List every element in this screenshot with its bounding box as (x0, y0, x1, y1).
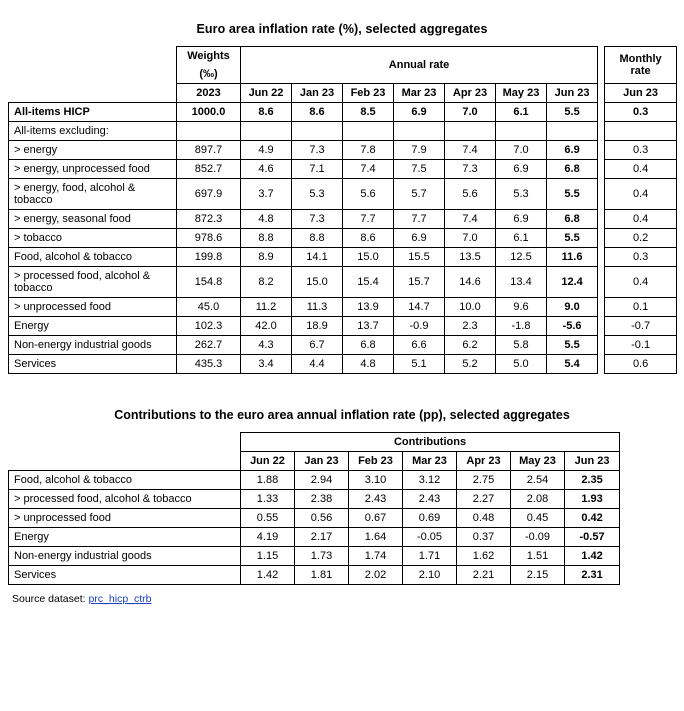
row-value: 42.0 (241, 317, 292, 336)
row-value: 1.33 (241, 490, 295, 509)
row-label: Energy (9, 317, 177, 336)
row-value: 0.56 (295, 509, 349, 528)
row-value: 9.6 (496, 298, 547, 317)
header-period-5: May 23 (496, 84, 547, 103)
page (0, 22, 684, 605)
source-label: Source dataset: (12, 593, 86, 605)
row-value: 13.5 (445, 248, 496, 267)
row-value: 11.3 (292, 298, 343, 317)
row-value: 0.45 (511, 509, 565, 528)
row-label: > energy, seasonal food (9, 210, 177, 229)
header-monthly-rate: Monthly rate (605, 47, 677, 84)
row-value: -5.6 (547, 317, 598, 336)
row-value: 12.5 (496, 248, 547, 267)
row-label: > unprocessed food (9, 509, 241, 528)
table-row (9, 471, 620, 490)
row-value: 15.7 (394, 267, 445, 298)
row-weight: 697.9 (177, 179, 241, 210)
row-monthly: 0.1 (605, 298, 677, 317)
row-value: 1.62 (457, 547, 511, 566)
header-period-1: Jan 23 (295, 452, 349, 471)
row-value: 10.0 (445, 298, 496, 317)
row-value: 6.9 (496, 210, 547, 229)
row-value: 15.5 (394, 248, 445, 267)
table-header-row-1 (9, 47, 677, 66)
row-value: 2.43 (349, 490, 403, 509)
row-value: -0.05 (403, 528, 457, 547)
row-monthly: 0.3 (605, 248, 677, 267)
row-value: 4.8 (241, 210, 292, 229)
header-blank-cell (9, 47, 177, 84)
header-monthly-period: Jun 23 (605, 84, 677, 103)
row-value: 2.17 (295, 528, 349, 547)
row-value: 5.5 (547, 229, 598, 248)
row-value: 6.8 (547, 160, 598, 179)
table-row (9, 509, 620, 528)
row-value: 13.7 (343, 317, 394, 336)
table-row (9, 490, 620, 509)
row-value: 7.0 (445, 103, 496, 122)
header-period-3: Mar 23 (394, 84, 445, 103)
row-value: 2.38 (295, 490, 349, 509)
table-row (9, 179, 677, 210)
row-value: 1.71 (403, 547, 457, 566)
row-value (496, 122, 547, 141)
row-value: 5.5 (547, 336, 598, 355)
row-monthly: 0.4 (605, 179, 677, 210)
row-value: 6.2 (445, 336, 496, 355)
row-label: Food, alcohol & tobacco (9, 471, 241, 490)
row-gap (598, 298, 605, 317)
row-value: 7.4 (445, 141, 496, 160)
row-label: Food, alcohol & tobacco (9, 248, 177, 267)
row-value: 7.1 (292, 160, 343, 179)
row-value: 1.88 (241, 471, 295, 490)
row-value: 6.1 (496, 103, 547, 122)
header-period-4: Apr 23 (457, 452, 511, 471)
row-weight: 852.7 (177, 160, 241, 179)
row-label: Energy (9, 528, 241, 547)
table-row (9, 103, 677, 122)
row-value: 7.0 (445, 229, 496, 248)
row-value: 6.8 (343, 336, 394, 355)
row-label: > tobacco (9, 229, 177, 248)
row-gap (598, 122, 605, 141)
row-value: 5.3 (292, 179, 343, 210)
row-weight: 45.0 (177, 298, 241, 317)
row-value: 8.9 (241, 248, 292, 267)
row-value: 4.3 (241, 336, 292, 355)
row-monthly (605, 122, 677, 141)
row-value: 1.81 (295, 566, 349, 585)
row-value: 6.7 (292, 336, 343, 355)
table-row (9, 160, 677, 179)
row-value: 7.9 (394, 141, 445, 160)
row-value: 0.55 (241, 509, 295, 528)
source-dataset-link[interactable]: prc_hicp_ctrb (88, 593, 152, 605)
row-monthly: 0.4 (605, 160, 677, 179)
table-row (9, 336, 677, 355)
row-value: 3.12 (403, 471, 457, 490)
row-gap (598, 248, 605, 267)
row-value: 8.6 (292, 103, 343, 122)
header-annual-rate: Annual rate (241, 47, 598, 84)
header-weights-unit: (‰) (177, 65, 241, 84)
row-value: 7.3 (445, 160, 496, 179)
row-value: 1.15 (241, 547, 295, 566)
header-blank-cell-3 (9, 433, 241, 452)
table1-title: Euro area inflation rate (%), selected aggregates (196, 22, 488, 36)
row-value: 2.54 (511, 471, 565, 490)
row-value: 5.8 (496, 336, 547, 355)
row-gap (598, 179, 605, 210)
row-value (445, 122, 496, 141)
row-gap (598, 317, 605, 336)
row-label: > processed food, alcohol & tobacco (9, 267, 177, 298)
row-value: 11.6 (547, 248, 598, 267)
row-value: 4.8 (343, 355, 394, 374)
row-value: 15.0 (292, 267, 343, 298)
row-weight: 154.8 (177, 267, 241, 298)
row-weight: 978.6 (177, 229, 241, 248)
section-spacer (8, 374, 676, 408)
row-value: 2.08 (511, 490, 565, 509)
table-header-row-3 (9, 84, 677, 103)
row-monthly: 0.2 (605, 229, 677, 248)
table-row (9, 141, 677, 160)
row-value: 5.5 (547, 103, 598, 122)
row-weight: 897.7 (177, 141, 241, 160)
row-value: 8.5 (343, 103, 394, 122)
row-value: 5.5 (547, 179, 598, 210)
row-label: > energy, food, alcohol & tobacco (9, 179, 177, 210)
row-value: 2.15 (511, 566, 565, 585)
row-value: 0.67 (349, 509, 403, 528)
header-weights: Weights (177, 47, 241, 66)
row-value: -0.57 (565, 528, 620, 547)
row-value: 5.3 (496, 179, 547, 210)
row-label: Services (9, 566, 241, 585)
row-value: 2.27 (457, 490, 511, 509)
row-gap (598, 229, 605, 248)
row-value: 0.37 (457, 528, 511, 547)
row-gap (598, 336, 605, 355)
row-value (394, 122, 445, 141)
row-value: 1.42 (565, 547, 620, 566)
row-value: 7.0 (496, 141, 547, 160)
row-value: 6.6 (394, 336, 445, 355)
row-value: 2.3 (445, 317, 496, 336)
row-value: 3.10 (349, 471, 403, 490)
row-weight: 102.3 (177, 317, 241, 336)
row-value: 1.93 (565, 490, 620, 509)
header-period-2: Feb 23 (343, 84, 394, 103)
row-label: > unprocessed food (9, 298, 177, 317)
header-period-4: Apr 23 (445, 84, 496, 103)
row-monthly: 0.3 (605, 141, 677, 160)
table-row (9, 566, 620, 585)
row-label: Non-energy industrial goods (9, 336, 177, 355)
row-value: 2.21 (457, 566, 511, 585)
row-value: 14.6 (445, 267, 496, 298)
row-value: 6.8 (547, 210, 598, 229)
row-weight: 1000.0 (177, 103, 241, 122)
row-value: 13.9 (343, 298, 394, 317)
row-value: 6.9 (394, 229, 445, 248)
row-gap (598, 103, 605, 122)
row-weight: 199.8 (177, 248, 241, 267)
row-value: 7.4 (343, 160, 394, 179)
row-value: 6.9 (547, 141, 598, 160)
row-value: 8.8 (292, 229, 343, 248)
row-weight (177, 122, 241, 141)
row-monthly: -0.1 (605, 336, 677, 355)
row-value: 3.7 (241, 179, 292, 210)
header-period-6: Jun 23 (547, 84, 598, 103)
row-value: 15.0 (343, 248, 394, 267)
row-gap (598, 355, 605, 374)
row-value: 5.6 (445, 179, 496, 210)
row-value: 5.6 (343, 179, 394, 210)
row-value: 2.31 (565, 566, 620, 585)
row-value: 2.94 (295, 471, 349, 490)
row-monthly: 0.3 (605, 103, 677, 122)
row-value: 5.0 (496, 355, 547, 374)
row-monthly: 0.4 (605, 267, 677, 298)
header-period-2: Feb 23 (349, 452, 403, 471)
source-note (8, 593, 676, 605)
row-value: 6.9 (394, 103, 445, 122)
row-value: 18.9 (292, 317, 343, 336)
table2-title: Contributions to the euro area annual inflation rate (pp), selected aggregates (114, 408, 570, 422)
row-value: 4.9 (241, 141, 292, 160)
table-row (9, 528, 620, 547)
row-monthly: -0.7 (605, 317, 677, 336)
header-period-0: Jun 22 (241, 452, 295, 471)
row-value: 8.8 (241, 229, 292, 248)
row-value: 2.35 (565, 471, 620, 490)
row-monthly: 0.4 (605, 210, 677, 229)
table-row (9, 210, 677, 229)
row-value: -0.9 (394, 317, 445, 336)
row-weight: 262.7 (177, 336, 241, 355)
row-value: 0.69 (403, 509, 457, 528)
row-value: 1.51 (511, 547, 565, 566)
row-value: 1.73 (295, 547, 349, 566)
row-value: 2.43 (403, 490, 457, 509)
table-row (9, 298, 677, 317)
row-gap (598, 141, 605, 160)
row-value: -1.8 (496, 317, 547, 336)
row-value: 7.7 (343, 210, 394, 229)
row-label: All-items excluding: (9, 122, 177, 141)
row-value: 13.4 (496, 267, 547, 298)
row-value (547, 122, 598, 141)
table2-wrapper (8, 432, 619, 585)
table-row (9, 547, 620, 566)
header-period-6: Jun 23 (565, 452, 620, 471)
row-value (241, 122, 292, 141)
row-value: 11.2 (241, 298, 292, 317)
row-value: 4.4 (292, 355, 343, 374)
row-value: 6.1 (496, 229, 547, 248)
row-value: 8.2 (241, 267, 292, 298)
row-value: 0.42 (565, 509, 620, 528)
row-value: 14.1 (292, 248, 343, 267)
header-period-0: Jun 22 (241, 84, 292, 103)
row-value: 9.0 (547, 298, 598, 317)
row-value: 2.02 (349, 566, 403, 585)
row-gap (598, 267, 605, 298)
row-value: 7.5 (394, 160, 445, 179)
row-label: Services (9, 355, 177, 374)
row-value: 7.7 (394, 210, 445, 229)
table-row (9, 317, 677, 336)
header-gap-2 (598, 65, 605, 84)
inflation-rate-table (8, 46, 677, 374)
row-value: 2.75 (457, 471, 511, 490)
row-value (343, 122, 394, 141)
row-value: 6.9 (496, 160, 547, 179)
row-value: 5.1 (394, 355, 445, 374)
row-label: > energy, unprocessed food (9, 160, 177, 179)
row-value: 14.7 (394, 298, 445, 317)
row-value: 2.10 (403, 566, 457, 585)
row-gap (598, 210, 605, 229)
row-value: 12.4 (547, 267, 598, 298)
table-row (9, 229, 677, 248)
row-gap (598, 160, 605, 179)
header-blank-cell-2 (9, 84, 177, 103)
row-value: 8.6 (343, 229, 394, 248)
row-value: 4.6 (241, 160, 292, 179)
table-row (9, 267, 677, 298)
row-value: 1.64 (349, 528, 403, 547)
row-value: 7.3 (292, 210, 343, 229)
header-period-3: Mar 23 (403, 452, 457, 471)
header-gap (598, 47, 605, 66)
table2-header-row-1 (9, 433, 620, 452)
header-period-5: May 23 (511, 452, 565, 471)
header-period-1: Jan 23 (292, 84, 343, 103)
row-value: 1.42 (241, 566, 295, 585)
row-weight: 872.3 (177, 210, 241, 229)
row-value: 5.7 (394, 179, 445, 210)
table-row (9, 355, 677, 374)
header-gap-3 (598, 84, 605, 103)
row-value: 15.4 (343, 267, 394, 298)
row-value: 5.4 (547, 355, 598, 374)
row-value: 3.4 (241, 355, 292, 374)
row-monthly: 0.6 (605, 355, 677, 374)
header-weights-year: 2023 (177, 84, 241, 103)
table-row (9, 248, 677, 267)
table2-header-row-2 (9, 452, 620, 471)
row-value: -0.09 (511, 528, 565, 547)
row-value: 4.19 (241, 528, 295, 547)
row-value: 7.8 (343, 141, 394, 160)
row-value: 7.4 (445, 210, 496, 229)
row-value: 1.74 (349, 547, 403, 566)
row-label: > processed food, alcohol & tobacco (9, 490, 241, 509)
contributions-table (8, 432, 620, 585)
row-value: 0.48 (457, 509, 511, 528)
row-value: 8.6 (241, 103, 292, 122)
header-contributions: Contributions (241, 433, 620, 452)
row-value (292, 122, 343, 141)
row-value: 5.2 (445, 355, 496, 374)
row-label: Non-energy industrial goods (9, 547, 241, 566)
header-blank-cell-4 (9, 452, 241, 471)
row-label: > energy (9, 141, 177, 160)
row-weight: 435.3 (177, 355, 241, 374)
row-label: All-items HICP (9, 103, 177, 122)
row-value: 7.3 (292, 141, 343, 160)
table-row (9, 122, 677, 141)
